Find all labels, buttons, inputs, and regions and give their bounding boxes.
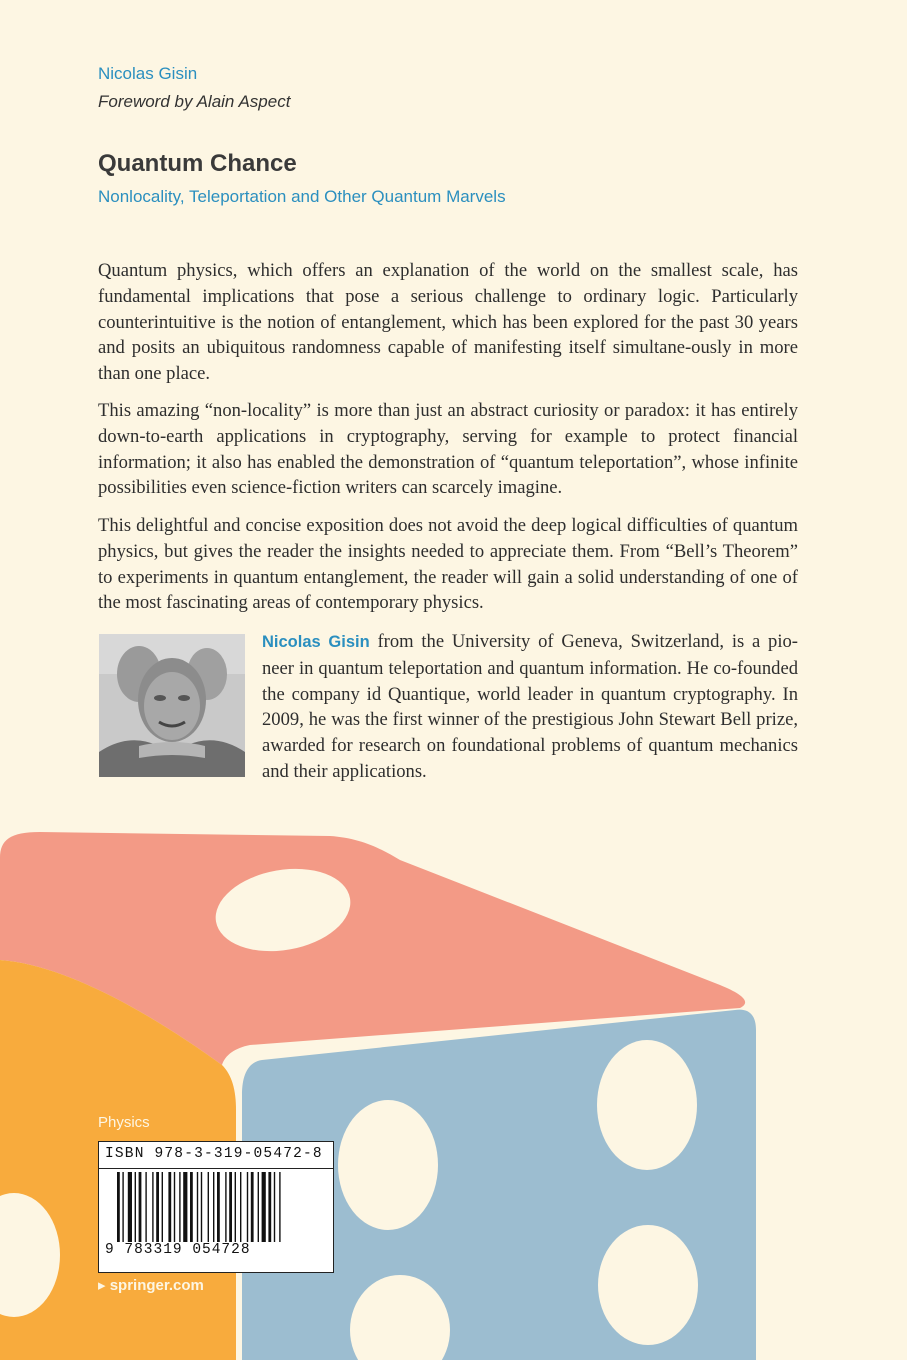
- isbn-number: ISBN 978-3-319-05472-8: [105, 1146, 323, 1162]
- bio-author-name: Nicolas Gisin: [262, 633, 370, 651]
- book-subtitle: Nonlocality, Teleportation and Other Quantum Marvels: [98, 187, 506, 206]
- dice-right-pip-2: [597, 1040, 697, 1170]
- springer-link[interactable]: ▸ springer.com: [98, 1277, 204, 1294]
- category-label: Physics: [98, 1114, 150, 1131]
- author-bio: [262, 629, 798, 785]
- barcode-digits: 9 783319 054728: [105, 1242, 251, 1258]
- author-name: Nicolas Gisin: [98, 64, 198, 83]
- bio-text: from the University of Geneva, Switzerland, is a pio-neer in quantum teleportation and quantum information. He co-founded the company id Quantique, world leader in quantum cryptography. In 2009, he was the first winner of the prestigious John Stewart Bell prize, awarded for research on foundational problems of quantum mechanics and their applications.: [262, 631, 798, 782]
- book-title: Quantum Chance: [98, 150, 297, 177]
- foreword-credit: Foreword by Alain Aspect: [98, 92, 291, 111]
- author-photo: [99, 634, 245, 777]
- blurb-paragraph-2: This amazing “non-locality” is more than just an abstract curiosity or paradox: it has entirely down-to-earth applications in cryptography, serving for example to protect financial information; it also has enabled the demonstration of “quantum teleportation”, whose infinite possibilities even science-fiction writers can scarcely imagine.: [98, 400, 798, 499]
- isbn-divider: [99, 1168, 333, 1169]
- dice-right-pip-4: [598, 1225, 698, 1345]
- barcode-bars: [117, 1172, 317, 1244]
- barcode-box: [98, 1141, 334, 1273]
- dice-right-pip-1: [338, 1100, 438, 1230]
- blurb-paragraph-1: Quantum physics, which offers an explanation of the world on the smallest scale, has fundamental implications that pose a serious challenge to ordinary logic. Particularly counterintuitive is the notion of entanglement, which has been explored for the past 30 years and posits an ubiquitous randomness capable of manifesting itself simultane-ously in more than one place.: [98, 260, 798, 385]
- blurb-paragraph-3: This delightful and concise exposition does not avoid the deep logical difficulties of quantum physics, but gives the reader the insights needed to appreciate them. From “Bell’s Theorem” to experiments in quantum entanglement, the reader will gain a solid understanding of one of the most fascinating areas of contemporary physics.: [98, 515, 798, 614]
